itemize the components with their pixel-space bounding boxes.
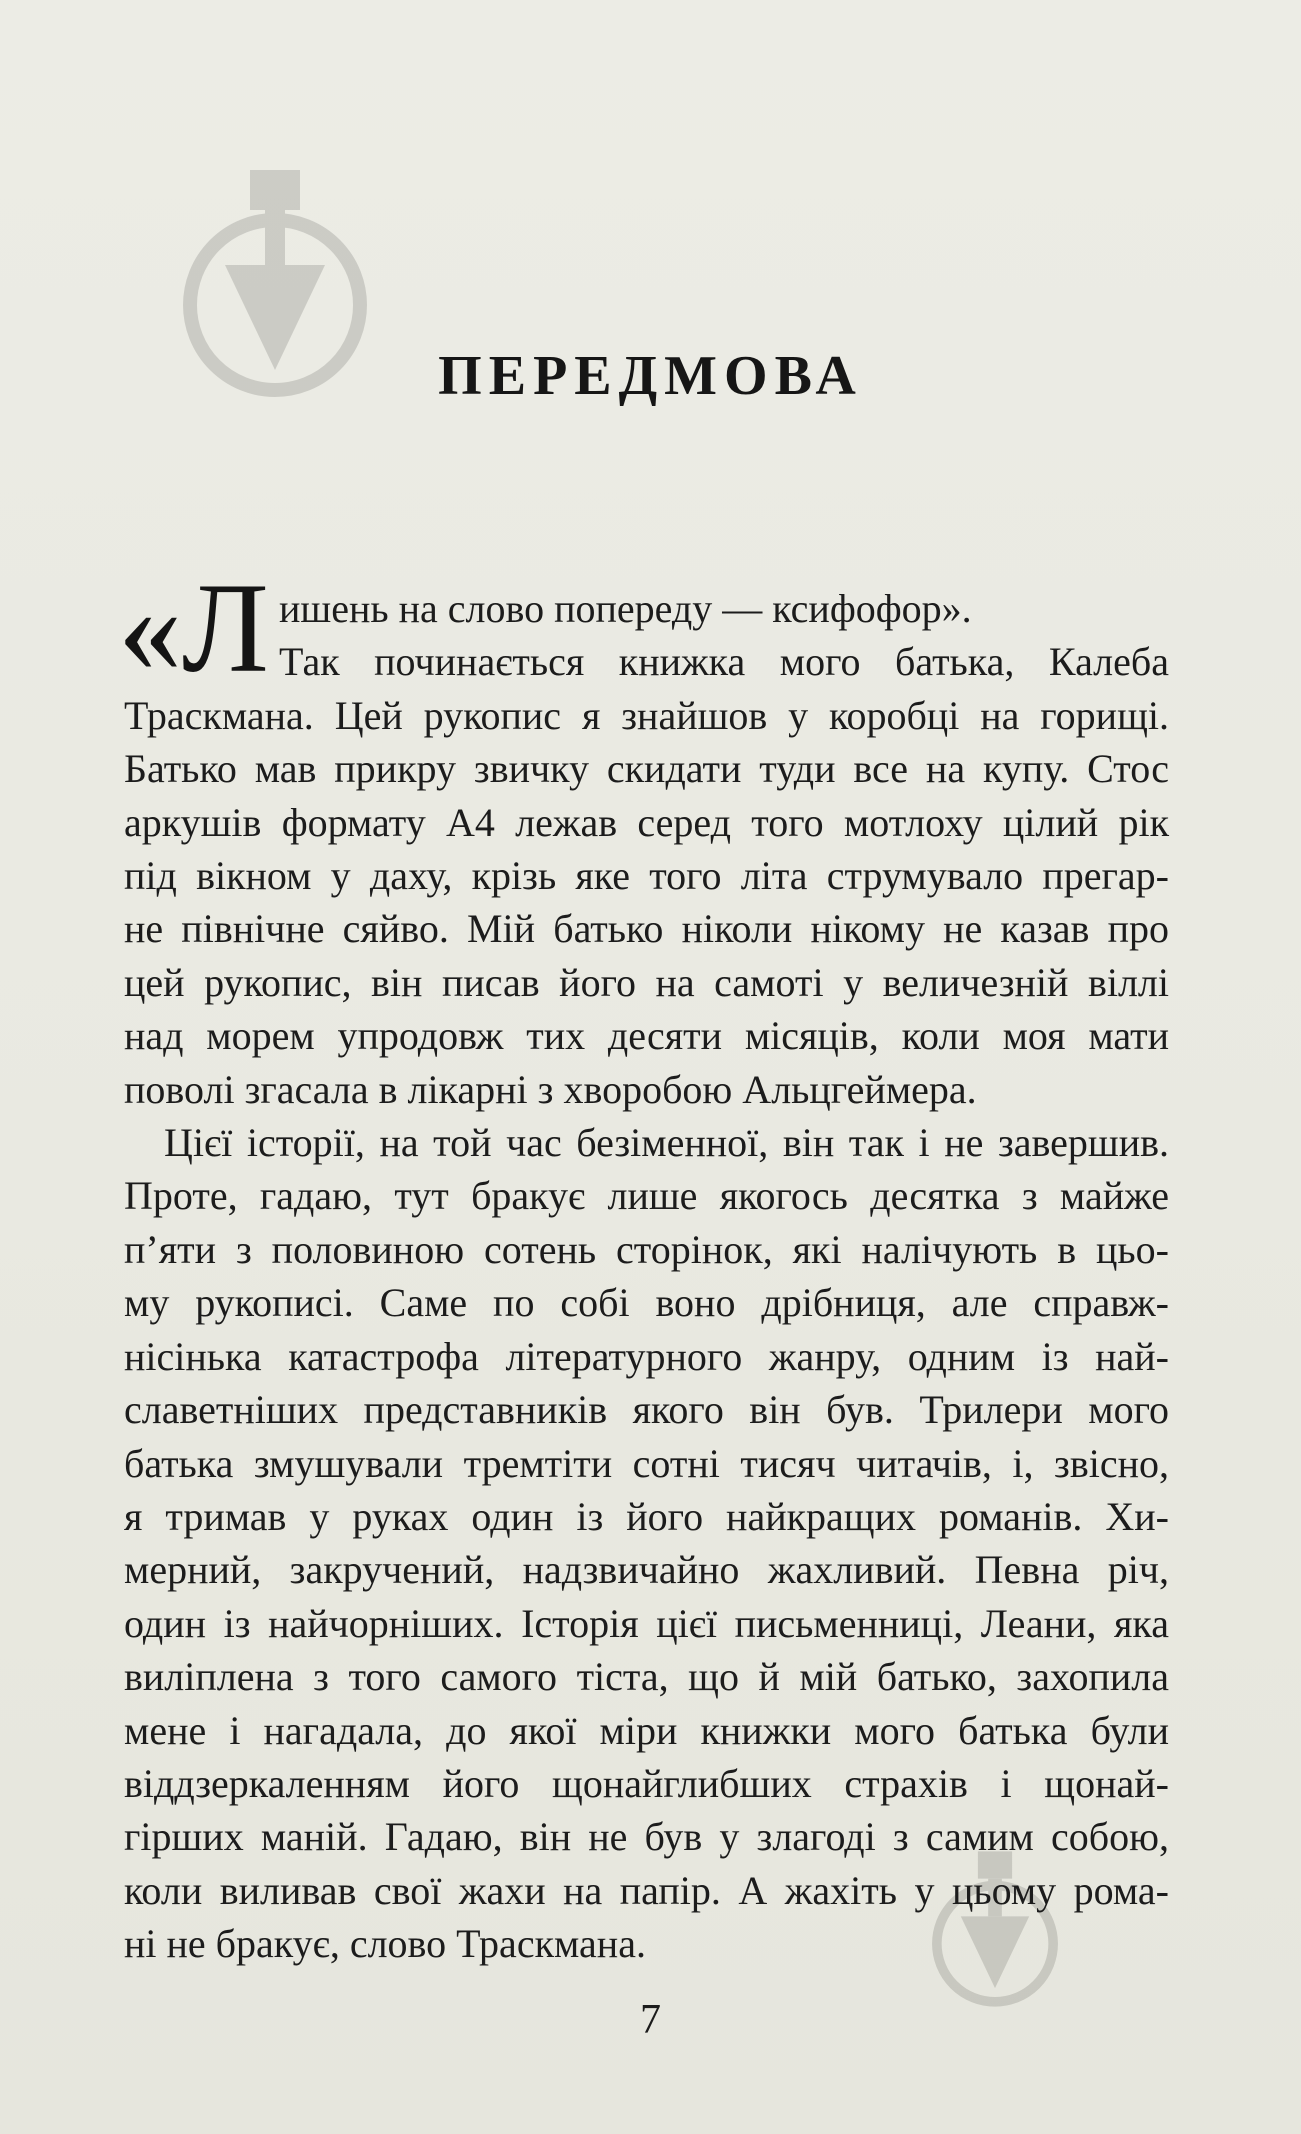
text-line: нісінька катастрофа літературного жанру, одним із най- — [124, 1333, 1169, 1379]
drop-cap: «Л — [118, 557, 269, 699]
paragraph-2 — [124, 1116, 1169, 1971]
text-line: над морем упродовж тих десяти місяців, коли моя мати — [124, 1013, 1169, 1059]
text-line: ні не бракує, слово Трaскмана. — [124, 1921, 646, 1967]
text-line: мерний, закручений, надзвичайно жахливий. Певна річ, — [124, 1547, 1169, 1593]
text-line: не північне сяйво. Мій батько ніколи нікому не казав про — [124, 906, 1169, 952]
text-line: Проте, гадаю, тут бракує лише якогось десятка з майже — [124, 1173, 1169, 1219]
chapter-heading: ПЕРЕДМОВА — [438, 345, 863, 407]
text-line: цей рукопис, він писав його на самоті у величезній віллі — [124, 959, 1169, 1005]
text-line: Батько мав прикру звичку скидати туди все на купу. Стос — [124, 746, 1169, 792]
text-line: під вікном у даху, крізь яке того літа струмувало прегар- — [124, 853, 1169, 899]
text-line: гірших маній. Гадаю, він не був у злагоді з самим собою, — [124, 1814, 1169, 1860]
text-line: аркушів формату А4 лежав серед того мотлоху цілий рік — [124, 799, 1169, 845]
text-line: батька змушували тремтіти сотні тисяч читачів, і, звісно, — [124, 1440, 1169, 1486]
page-number: 7 — [640, 1997, 661, 2043]
text-line: Трaскмана. Цей рукопис я знайшов у коробці на горищі. — [124, 692, 1169, 738]
text-line: Так починається книжка мого батька, Калеба — [279, 639, 1169, 685]
text-line: славетніших представників якого він був. Трилери мого — [124, 1387, 1169, 1433]
text-line: п’яти з половиною сотень сторінок, які налічують в цьо- — [124, 1226, 1169, 1272]
text-line: віддзеркаленням його щонайглибших страхів і щонай- — [124, 1760, 1169, 1806]
text-line: один із найчорніших. Історія цієї письменниці, Леани, яка — [124, 1600, 1169, 1646]
text-line: мене і нагадала, до якої міри книжки мого батька були — [124, 1707, 1169, 1753]
text-line: поволі згасала в лікарні з хворобою Альцгеймера. — [124, 1066, 977, 1112]
text-line: коли виливав свої жахи на папір. А жахіть у цьому рома- — [124, 1867, 1169, 1913]
text-line: Цієї історії, на той час безіменної, він так і не завершив. — [164, 1120, 1169, 1166]
paragraph-1 — [118, 557, 1169, 1116]
text-line: я тримав у руках один із його найкращих романів. Хи- — [124, 1493, 1169, 1539]
text-line: ишень на слово попереду — ксифофор». — [279, 586, 972, 631]
text-line: му рукописі. Саме по собі воно дрібниця, але справж- — [124, 1280, 1169, 1326]
text-line: виліплена з того самого тіста, що й мій батько, захопила — [124, 1654, 1169, 1700]
body-text — [118, 557, 1169, 1971]
